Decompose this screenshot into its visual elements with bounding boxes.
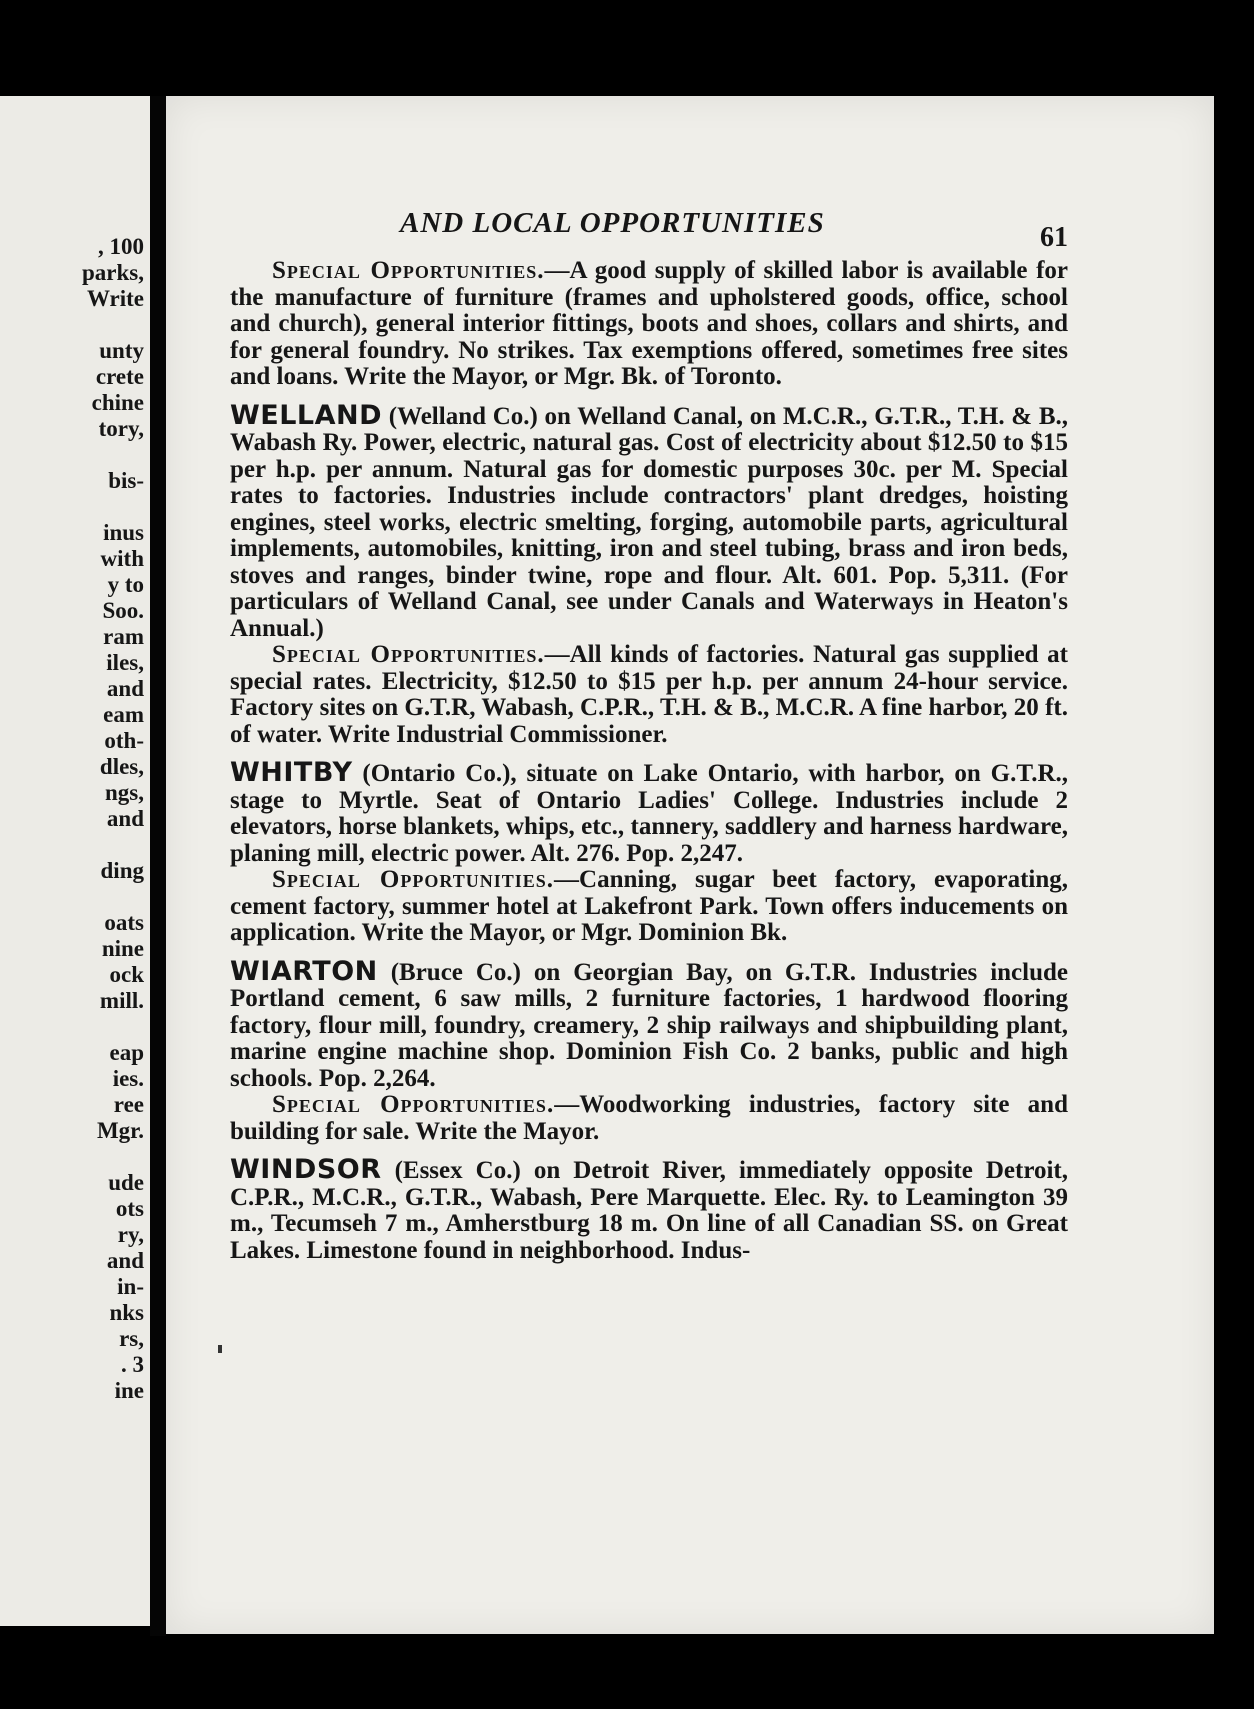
special-opportunities-text: —Woodworking industries, factory site and building for sale. Write the Mayor. bbox=[230, 1091, 1068, 1145]
book-gutter bbox=[150, 96, 166, 1636]
special-opportunities-text: —All kinds of factories. Natural gas supplied at special rates. Electricity, $12.50 to $15 per h.p. per annum 24-hour service. Factory sites on G.T.R, Wabash, C.P.R., T.H. & B., M.C.R. A fine harbor, 20 ft. of water. Write Industrial Commissioner. bbox=[230, 641, 1068, 748]
running-head: AND LOCAL OPPORTUNITIES bbox=[400, 207, 825, 239]
special-opportunities-label: Special Opportunities. bbox=[272, 641, 545, 668]
facing-page-line: ry, bbox=[117, 1222, 144, 1247]
facing-page-line: bis- bbox=[108, 468, 144, 493]
facing-page-line bbox=[0, 832, 144, 858]
special-opportunities-text: —Canning, sugar beet factory, evaporating, cement factory, summer hotel at Lakefront Park. Town offers inducements on application. Write the Mayor, or Mgr. Dominion Bk. bbox=[230, 866, 1068, 946]
facing-page-line: nks bbox=[109, 1300, 144, 1325]
facing-page-line: tory, bbox=[98, 416, 144, 441]
facing-page-line: mill. bbox=[99, 988, 144, 1013]
facing-page-line: Mgr. bbox=[96, 1118, 144, 1143]
gazetteer-entry-wiarton bbox=[230, 955, 1068, 1146]
facing-page-line: , 100 bbox=[98, 234, 144, 259]
town-name: WHITBY bbox=[230, 757, 353, 788]
print-speck bbox=[218, 1345, 222, 1353]
facing-page-line: and bbox=[106, 1248, 144, 1273]
facing-page-line bbox=[0, 442, 144, 468]
facing-page-line: iles, bbox=[106, 650, 144, 675]
special-opportunities-label: Special Opportunities. bbox=[272, 1091, 555, 1118]
facing-page-line: nine bbox=[101, 936, 144, 961]
facing-page-line: ram bbox=[103, 624, 144, 649]
facing-page-line: Write bbox=[86, 286, 144, 311]
facing-page-line: ree bbox=[113, 1092, 144, 1117]
facing-page-line: ngs, bbox=[105, 780, 144, 805]
page-number: 61 bbox=[1040, 222, 1068, 253]
facing-page-line: ine bbox=[114, 1378, 144, 1403]
town-name: WELLAND bbox=[230, 399, 383, 431]
facing-page-line: ude bbox=[108, 1170, 144, 1195]
entry-text: (Welland Co.) on Welland Canal, on M.C.R., G.T.R., T.H. & B., Wabash Ry. Power, electric, natural gas. Cost of electricity about $12.50 to $15 per h.p. per annum. Natural gas for domestic purposes 30c. per M. Special rates to factories. Industries include contractors' plant dredges, hoisting engines, steel works, electric smelting, forging, automobile parts, agricultural implements, automobiles, knitting, iron and steel tubing, brass and iron beds, stoves and ranges, binder twine, rope and flour. Alt. 601. Pop. 5,311. (For particulars of Welland Canal, see under Canals and Waterways in Heaton's Annual.) bbox=[230, 402, 1068, 642]
facing-page-line: oth- bbox=[104, 728, 144, 753]
entry-text: (Bruce Co.) on Georgian Bay, on G.T.R. Industries include Portland cement, 6 saw mills, 2 furniture factories, 1 hardwood flooring factory, flour mill, foundry, creamery, 2 ship railways and shipbuilding plant, marine engine machine shop. Dominion Fish Co. 2 banks, public and high schools. Pop. 2,264. bbox=[230, 958, 1068, 1092]
facing-page-line: crete bbox=[95, 364, 144, 389]
facing-page-line: ots bbox=[115, 1196, 144, 1221]
facing-page-line bbox=[0, 312, 144, 338]
town-name: WIARTON bbox=[230, 955, 378, 987]
entry-text: (Ontario Co.), situate on Lake Ontario, with harbor, on G.T.R., stage to Myrtle. Seat of Ontario Ladies' College. Industries include 2 elevators, horse blankets, whips, etc., tannery, saddlery and harness hardware, planing mill, electric power. Alt. 276. Pop. 2,247. bbox=[230, 760, 1068, 867]
facing-page-line bbox=[0, 494, 144, 520]
facing-page-line: and bbox=[106, 676, 144, 701]
facing-page-line: parks, bbox=[82, 260, 144, 285]
facing-page-text bbox=[0, 234, 144, 1404]
facing-page-line: in- bbox=[117, 1274, 144, 1299]
facing-page-line bbox=[0, 884, 144, 910]
facing-page-line: inus bbox=[103, 520, 144, 545]
facing-page-line: rs, bbox=[119, 1326, 144, 1351]
intro-paragraph bbox=[230, 258, 1068, 391]
facing-page-line: with bbox=[100, 546, 144, 571]
special-opportunities-label: Special Opportunities. bbox=[272, 866, 555, 893]
facing-page-line: dles, bbox=[99, 754, 144, 779]
facing-page-line: unty bbox=[99, 338, 144, 363]
facing-page-line: ock bbox=[109, 962, 144, 987]
facing-page-fragment bbox=[0, 96, 150, 1626]
facing-page-line: ding bbox=[100, 858, 144, 883]
town-name: WINDSOR bbox=[230, 1154, 382, 1185]
facing-page-line: eap bbox=[109, 1040, 144, 1065]
facing-page-line: ies. bbox=[112, 1066, 144, 1091]
facing-page-line: y to bbox=[107, 572, 144, 597]
page-body bbox=[230, 258, 1068, 1264]
gazetteer-entry-whitby bbox=[230, 757, 1068, 947]
facing-page-line: and bbox=[106, 806, 144, 831]
gazetteer-entry-windsor bbox=[230, 1154, 1068, 1264]
gazetteer-entry-welland bbox=[230, 399, 1068, 749]
facing-page-line: eam bbox=[103, 702, 144, 727]
facing-page-line: . 3 bbox=[121, 1352, 144, 1377]
facing-page-line: chine bbox=[91, 390, 144, 415]
facing-page-line: oats bbox=[104, 910, 144, 935]
facing-page-line bbox=[0, 1144, 144, 1170]
special-opportunities-label: Special Opportunities. bbox=[272, 257, 545, 284]
facing-page-line: Soo. bbox=[102, 598, 144, 623]
facing-page-line bbox=[0, 1014, 144, 1040]
intro-text: —A good supply of skilled labor is available for the manufacture of furniture (frames and upholstered goods, office, school and church), general interior fittings, boots and shoes, collars and shirts, and for general foundry. No strikes. Tax exemptions offered, sometimes free sites and loans. Write the Mayor, or Mgr. Bk. of Toronto. bbox=[230, 257, 1068, 390]
entry-text: (Essex Co.) on Detroit River, immediately opposite Detroit, C.P.R., M.C.R., G.T.R., Wabash, Pere Marquette. Elec. Ry. to Leamington 39 m., Tecumseh 7 m., Amherstburg 18 m. On line of all Canadian SS. on Great Lakes. Limestone found in neighborhood. Indus- bbox=[230, 1157, 1068, 1264]
